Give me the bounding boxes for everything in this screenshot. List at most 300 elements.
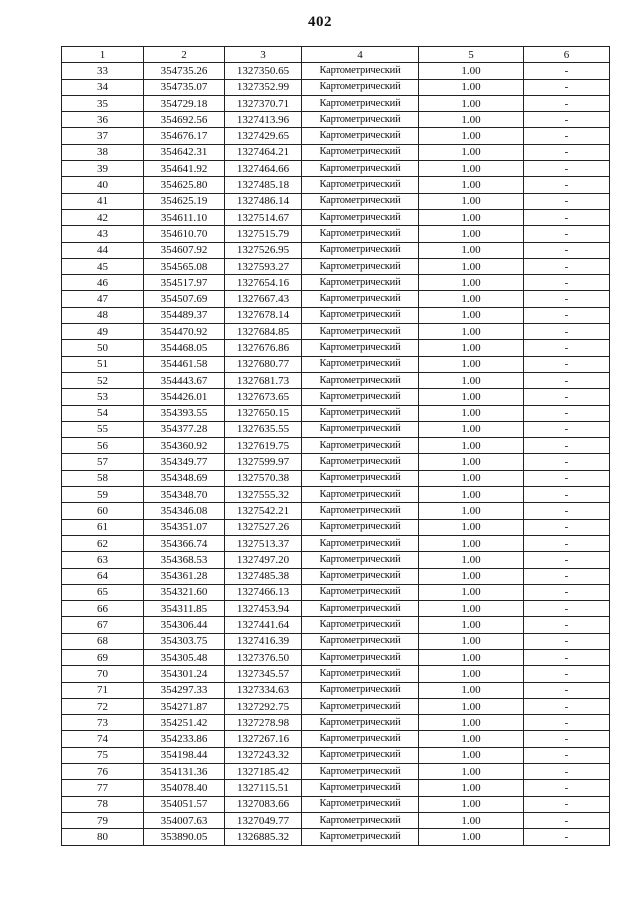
cell-accuracy: 1.00 — [419, 258, 524, 274]
table-row — [62, 584, 610, 600]
table-row — [62, 568, 610, 584]
cell-note: - — [524, 470, 610, 486]
cell-note: - — [524, 193, 610, 209]
cell-point-number: 39 — [62, 161, 144, 177]
table-row — [62, 633, 610, 649]
cell-x-coordinate: 354305.48 — [144, 649, 225, 665]
cell-x-coordinate: 354007.63 — [144, 812, 225, 828]
cell-accuracy: 1.00 — [419, 275, 524, 291]
cell-point-number: 43 — [62, 226, 144, 242]
cell-y-coordinate: 1327514.67 — [225, 209, 302, 225]
cell-y-coordinate: 1327115.51 — [225, 780, 302, 796]
table-row — [62, 438, 610, 454]
cell-note: - — [524, 666, 610, 682]
table-row — [62, 193, 610, 209]
cell-x-coordinate: 354729.18 — [144, 95, 225, 111]
column-header-3: 3 — [225, 47, 302, 63]
cell-method: Картометрический — [302, 812, 419, 828]
cell-method: Картометрический — [302, 747, 419, 763]
cell-method: Картометрический — [302, 405, 419, 421]
cell-x-coordinate: 354306.44 — [144, 617, 225, 633]
cell-x-coordinate: 354642.31 — [144, 144, 225, 160]
cell-note: - — [524, 405, 610, 421]
cell-point-number: 44 — [62, 242, 144, 258]
cell-y-coordinate: 1327243.32 — [225, 747, 302, 763]
cell-y-coordinate: 1327542.21 — [225, 503, 302, 519]
cell-accuracy: 1.00 — [419, 617, 524, 633]
table-row — [62, 487, 610, 503]
cell-accuracy: 1.00 — [419, 63, 524, 79]
table-row — [62, 161, 610, 177]
table-row — [62, 128, 610, 144]
cell-method: Картометрический — [302, 535, 419, 551]
cell-method: Картометрический — [302, 275, 419, 291]
cell-y-coordinate: 1327464.21 — [225, 144, 302, 160]
table-row — [62, 356, 610, 372]
cell-point-number: 78 — [62, 796, 144, 812]
cell-accuracy: 1.00 — [419, 470, 524, 486]
table-row — [62, 79, 610, 95]
table-row — [62, 666, 610, 682]
cell-note: - — [524, 698, 610, 714]
cell-note: - — [524, 780, 610, 796]
cell-x-coordinate: 354377.28 — [144, 421, 225, 437]
cell-note: - — [524, 421, 610, 437]
cell-point-number: 72 — [62, 698, 144, 714]
cell-point-number: 60 — [62, 503, 144, 519]
table-row — [62, 421, 610, 437]
cell-note: - — [524, 307, 610, 323]
cell-x-coordinate: 354301.24 — [144, 666, 225, 682]
table-row — [62, 275, 610, 291]
table-row — [62, 405, 610, 421]
cell-y-coordinate: 1327513.37 — [225, 535, 302, 551]
cell-method: Картометрический — [302, 242, 419, 258]
cell-point-number: 70 — [62, 666, 144, 682]
cell-note: - — [524, 112, 610, 128]
table-row — [62, 682, 610, 698]
cell-accuracy: 1.00 — [419, 535, 524, 551]
table-row — [62, 372, 610, 388]
cell-method: Картометрический — [302, 128, 419, 144]
cell-method: Картометрический — [302, 796, 419, 812]
cell-y-coordinate: 1327267.16 — [225, 731, 302, 747]
table-row — [62, 95, 610, 111]
table-row — [62, 715, 610, 731]
cell-note: - — [524, 356, 610, 372]
cell-method: Картометрический — [302, 389, 419, 405]
table-row — [62, 649, 610, 665]
cell-method: Картометрический — [302, 666, 419, 682]
cell-accuracy: 1.00 — [419, 715, 524, 731]
table-row — [62, 389, 610, 405]
cell-point-number: 62 — [62, 535, 144, 551]
table-row — [62, 291, 610, 307]
cell-method: Картометрический — [302, 79, 419, 95]
cell-note: - — [524, 209, 610, 225]
cell-x-coordinate: 354360.92 — [144, 438, 225, 454]
cell-point-number: 51 — [62, 356, 144, 372]
table-row — [62, 242, 610, 258]
cell-point-number: 79 — [62, 812, 144, 828]
cell-x-coordinate: 354625.80 — [144, 177, 225, 193]
cell-y-coordinate: 1327654.16 — [225, 275, 302, 291]
cell-y-coordinate: 1327345.57 — [225, 666, 302, 682]
cell-accuracy: 1.00 — [419, 552, 524, 568]
cell-point-number: 54 — [62, 405, 144, 421]
cell-y-coordinate: 1327376.50 — [225, 649, 302, 665]
cell-x-coordinate: 354271.87 — [144, 698, 225, 714]
cell-accuracy: 1.00 — [419, 438, 524, 454]
cell-accuracy: 1.00 — [419, 128, 524, 144]
cell-x-coordinate: 354735.26 — [144, 63, 225, 79]
cell-note: - — [524, 226, 610, 242]
cell-accuracy: 1.00 — [419, 307, 524, 323]
cell-x-coordinate: 354311.85 — [144, 601, 225, 617]
cell-method: Картометрический — [302, 552, 419, 568]
cell-y-coordinate: 1327555.32 — [225, 487, 302, 503]
cell-y-coordinate: 1327370.71 — [225, 95, 302, 111]
cell-y-coordinate: 1327619.75 — [225, 438, 302, 454]
cell-accuracy: 1.00 — [419, 209, 524, 225]
cell-x-coordinate: 354351.07 — [144, 519, 225, 535]
cell-accuracy: 1.00 — [419, 193, 524, 209]
cell-y-coordinate: 1327635.55 — [225, 421, 302, 437]
cell-accuracy: 1.00 — [419, 812, 524, 828]
cell-method: Картометрический — [302, 454, 419, 470]
cell-note: - — [524, 242, 610, 258]
table-row — [62, 747, 610, 763]
cell-note: - — [524, 372, 610, 388]
cell-accuracy: 1.00 — [419, 829, 524, 845]
cell-x-coordinate: 354426.01 — [144, 389, 225, 405]
cell-x-coordinate: 354443.67 — [144, 372, 225, 388]
cell-y-coordinate: 1327466.13 — [225, 584, 302, 600]
cell-accuracy: 1.00 — [419, 503, 524, 519]
cell-method: Картометрический — [302, 421, 419, 437]
cell-accuracy: 1.00 — [419, 291, 524, 307]
cell-accuracy: 1.00 — [419, 389, 524, 405]
table-row — [62, 780, 610, 796]
cell-accuracy: 1.00 — [419, 79, 524, 95]
cell-accuracy: 1.00 — [419, 584, 524, 600]
cell-accuracy: 1.00 — [419, 454, 524, 470]
cell-point-number: 34 — [62, 79, 144, 95]
cell-method: Картометрический — [302, 324, 419, 340]
cell-note: - — [524, 731, 610, 747]
cell-point-number: 35 — [62, 95, 144, 111]
cell-x-coordinate: 354489.37 — [144, 307, 225, 323]
cell-accuracy: 1.00 — [419, 487, 524, 503]
cell-note: - — [524, 177, 610, 193]
cell-note: - — [524, 617, 610, 633]
column-header-4: 4 — [302, 47, 419, 63]
cell-x-coordinate: 354251.42 — [144, 715, 225, 731]
cell-y-coordinate: 1327667.43 — [225, 291, 302, 307]
cell-note: - — [524, 829, 610, 845]
cell-x-coordinate: 354625.19 — [144, 193, 225, 209]
cell-accuracy: 1.00 — [419, 633, 524, 649]
cell-y-coordinate: 1327453.94 — [225, 601, 302, 617]
cell-x-coordinate: 354507.69 — [144, 291, 225, 307]
table-row — [62, 340, 610, 356]
cell-y-coordinate: 1327049.77 — [225, 812, 302, 828]
table-row — [62, 617, 610, 633]
cell-method: Картометрический — [302, 649, 419, 665]
cell-x-coordinate: 354470.92 — [144, 324, 225, 340]
table-row — [62, 601, 610, 617]
cell-y-coordinate: 1327676.86 — [225, 340, 302, 356]
cell-accuracy: 1.00 — [419, 796, 524, 812]
cell-point-number: 52 — [62, 372, 144, 388]
cell-note: - — [524, 79, 610, 95]
cell-x-coordinate: 354368.53 — [144, 552, 225, 568]
cell-point-number: 61 — [62, 519, 144, 535]
cell-method: Картометрический — [302, 209, 419, 225]
cell-x-coordinate: 354346.08 — [144, 503, 225, 519]
table-row — [62, 796, 610, 812]
cell-point-number: 65 — [62, 584, 144, 600]
cell-method: Картометрический — [302, 193, 419, 209]
cell-note: - — [524, 487, 610, 503]
cell-method: Картометрический — [302, 258, 419, 274]
table-row — [62, 535, 610, 551]
cell-note: - — [524, 633, 610, 649]
cell-method: Картометрический — [302, 584, 419, 600]
cell-point-number: 66 — [62, 601, 144, 617]
cell-note: - — [524, 258, 610, 274]
cell-point-number: 56 — [62, 438, 144, 454]
cell-note: - — [524, 812, 610, 828]
table-row — [62, 144, 610, 160]
cell-method: Картометрический — [302, 438, 419, 454]
coordinates-table — [61, 46, 610, 846]
cell-note: - — [524, 63, 610, 79]
table-row — [62, 812, 610, 828]
cell-point-number: 73 — [62, 715, 144, 731]
table-row — [62, 258, 610, 274]
cell-method: Картометрический — [302, 617, 419, 633]
cell-point-number: 68 — [62, 633, 144, 649]
cell-x-coordinate: 354051.57 — [144, 796, 225, 812]
cell-y-coordinate: 1327441.64 — [225, 617, 302, 633]
cell-x-coordinate: 354641.92 — [144, 161, 225, 177]
cell-point-number: 49 — [62, 324, 144, 340]
cell-accuracy: 1.00 — [419, 340, 524, 356]
column-header-6: 6 — [524, 47, 610, 63]
cell-note: - — [524, 438, 610, 454]
cell-y-coordinate: 1327527.26 — [225, 519, 302, 535]
cell-y-coordinate: 1327680.77 — [225, 356, 302, 372]
cell-point-number: 53 — [62, 389, 144, 405]
cell-point-number: 64 — [62, 568, 144, 584]
cell-note: - — [524, 535, 610, 551]
cell-y-coordinate: 1327650.15 — [225, 405, 302, 421]
cell-method: Картометрический — [302, 226, 419, 242]
cell-method: Картометрический — [302, 715, 419, 731]
table-row — [62, 112, 610, 128]
cell-point-number: 46 — [62, 275, 144, 291]
cell-point-number: 36 — [62, 112, 144, 128]
cell-note: - — [524, 568, 610, 584]
cell-x-coordinate: 354321.60 — [144, 584, 225, 600]
cell-point-number: 33 — [62, 63, 144, 79]
cell-point-number: 41 — [62, 193, 144, 209]
table-row — [62, 454, 610, 470]
table-row — [62, 519, 610, 535]
cell-point-number: 67 — [62, 617, 144, 633]
cell-note: - — [524, 552, 610, 568]
cell-accuracy: 1.00 — [419, 356, 524, 372]
cell-x-coordinate: 354366.74 — [144, 535, 225, 551]
cell-method: Картометрический — [302, 487, 419, 503]
cell-point-number: 80 — [62, 829, 144, 845]
cell-accuracy: 1.00 — [419, 421, 524, 437]
cell-y-coordinate: 1327526.95 — [225, 242, 302, 258]
cell-accuracy: 1.00 — [419, 666, 524, 682]
cell-y-coordinate: 1327185.42 — [225, 764, 302, 780]
table-body — [62, 47, 610, 846]
cell-note: - — [524, 291, 610, 307]
table-row — [62, 324, 610, 340]
column-header-5: 5 — [419, 47, 524, 63]
cell-y-coordinate: 1327485.38 — [225, 568, 302, 584]
cell-x-coordinate: 354303.75 — [144, 633, 225, 649]
cell-x-coordinate: 354348.69 — [144, 470, 225, 486]
cell-accuracy: 1.00 — [419, 226, 524, 242]
table-row — [62, 63, 610, 79]
cell-point-number: 77 — [62, 780, 144, 796]
cell-point-number: 57 — [62, 454, 144, 470]
cell-x-coordinate: 354565.08 — [144, 258, 225, 274]
cell-accuracy: 1.00 — [419, 112, 524, 128]
cell-x-coordinate: 354348.70 — [144, 487, 225, 503]
table-row — [62, 209, 610, 225]
cell-note: - — [524, 715, 610, 731]
cell-note: - — [524, 324, 610, 340]
cell-note: - — [524, 144, 610, 160]
cell-accuracy: 1.00 — [419, 144, 524, 160]
cell-y-coordinate: 1327497.20 — [225, 552, 302, 568]
cell-point-number: 50 — [62, 340, 144, 356]
cell-point-number: 76 — [62, 764, 144, 780]
cell-note: - — [524, 340, 610, 356]
cell-note: - — [524, 389, 610, 405]
cell-y-coordinate: 1327429.65 — [225, 128, 302, 144]
cell-y-coordinate: 1327416.39 — [225, 633, 302, 649]
cell-point-number: 59 — [62, 487, 144, 503]
cell-point-number: 40 — [62, 177, 144, 193]
cell-accuracy: 1.00 — [419, 682, 524, 698]
cell-note: - — [524, 682, 610, 698]
cell-point-number: 47 — [62, 291, 144, 307]
cell-accuracy: 1.00 — [419, 747, 524, 763]
cell-y-coordinate: 1327515.79 — [225, 226, 302, 242]
cell-x-coordinate: 354468.05 — [144, 340, 225, 356]
cell-x-coordinate: 354517.97 — [144, 275, 225, 291]
cell-note: - — [524, 128, 610, 144]
cell-y-coordinate: 1327678.14 — [225, 307, 302, 323]
cell-x-coordinate: 354131.36 — [144, 764, 225, 780]
cell-y-coordinate: 1327352.99 — [225, 79, 302, 95]
cell-method: Картометрический — [302, 764, 419, 780]
cell-method: Картометрический — [302, 731, 419, 747]
cell-method: Картометрический — [302, 829, 419, 845]
cell-accuracy: 1.00 — [419, 372, 524, 388]
column-header-1: 1 — [62, 47, 144, 63]
cell-point-number: 75 — [62, 747, 144, 763]
cell-point-number: 37 — [62, 128, 144, 144]
cell-y-coordinate: 1327673.65 — [225, 389, 302, 405]
cell-accuracy: 1.00 — [419, 731, 524, 747]
cell-x-coordinate: 354611.10 — [144, 209, 225, 225]
cell-x-coordinate: 354676.17 — [144, 128, 225, 144]
cell-method: Картометрический — [302, 568, 419, 584]
cell-method: Картометрический — [302, 177, 419, 193]
cell-note: - — [524, 601, 610, 617]
cell-accuracy: 1.00 — [419, 601, 524, 617]
cell-x-coordinate: 354610.70 — [144, 226, 225, 242]
cell-note: - — [524, 503, 610, 519]
cell-method: Картометрический — [302, 63, 419, 79]
cell-y-coordinate: 1327570.38 — [225, 470, 302, 486]
cell-x-coordinate: 354297.33 — [144, 682, 225, 698]
cell-y-coordinate: 1327413.96 — [225, 112, 302, 128]
cell-point-number: 42 — [62, 209, 144, 225]
cell-y-coordinate: 1327681.73 — [225, 372, 302, 388]
table-row — [62, 177, 610, 193]
cell-note: - — [524, 796, 610, 812]
cell-note: - — [524, 747, 610, 763]
cell-method: Картометрический — [302, 503, 419, 519]
cell-method: Картометрический — [302, 340, 419, 356]
cell-accuracy: 1.00 — [419, 780, 524, 796]
cell-point-number: 71 — [62, 682, 144, 698]
cell-x-coordinate: 354735.07 — [144, 79, 225, 95]
cell-x-coordinate: 354233.86 — [144, 731, 225, 747]
cell-method: Картометрический — [302, 470, 419, 486]
cell-accuracy: 1.00 — [419, 242, 524, 258]
column-header-2: 2 — [144, 47, 225, 63]
table-row — [62, 764, 610, 780]
cell-x-coordinate: 354461.58 — [144, 356, 225, 372]
table-header-row — [62, 47, 610, 63]
cell-y-coordinate: 1327486.14 — [225, 193, 302, 209]
cell-y-coordinate: 1327684.85 — [225, 324, 302, 340]
table-row — [62, 829, 610, 845]
cell-accuracy: 1.00 — [419, 568, 524, 584]
page-number: 402 — [308, 14, 332, 30]
cell-method: Картометрический — [302, 519, 419, 535]
cell-note: - — [524, 649, 610, 665]
cell-x-coordinate: 354361.28 — [144, 568, 225, 584]
cell-point-number: 63 — [62, 552, 144, 568]
cell-point-number: 48 — [62, 307, 144, 323]
cell-y-coordinate: 1327350.65 — [225, 63, 302, 79]
cell-x-coordinate: 354349.77 — [144, 454, 225, 470]
table-row — [62, 226, 610, 242]
cell-accuracy: 1.00 — [419, 649, 524, 665]
cell-y-coordinate: 1327464.66 — [225, 161, 302, 177]
cell-accuracy: 1.00 — [419, 405, 524, 421]
cell-x-coordinate: 353890.05 — [144, 829, 225, 845]
cell-y-coordinate: 1327485.18 — [225, 177, 302, 193]
cell-x-coordinate: 354198.44 — [144, 747, 225, 763]
cell-y-coordinate: 1326885.32 — [225, 829, 302, 845]
cell-y-coordinate: 1327083.66 — [225, 796, 302, 812]
cell-method: Картометрический — [302, 291, 419, 307]
cell-y-coordinate: 1327334.63 — [225, 682, 302, 698]
